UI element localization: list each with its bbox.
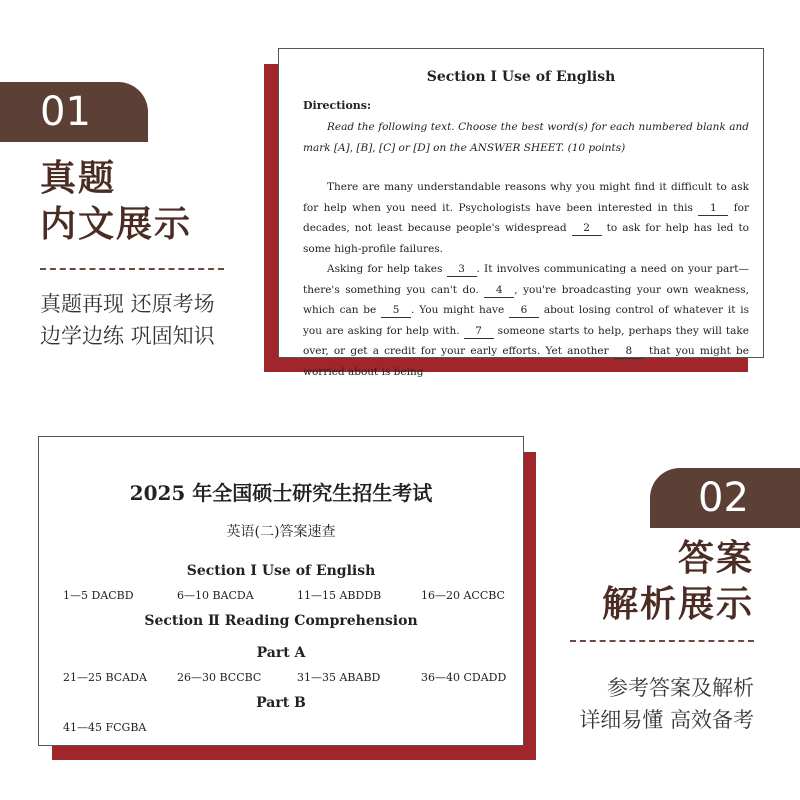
blank-7: 7: [464, 325, 494, 339]
exam-section-title: Section Ⅰ Use of English: [426, 69, 616, 85]
tagline-2: 参考答案及解析 详细易懂 高效备考: [579, 676, 754, 732]
answer-group: 21—25 BCADA: [63, 671, 147, 684]
directions-label: Directions:: [303, 99, 372, 112]
divider: [570, 640, 754, 642]
exam-page-preview: [278, 48, 764, 378]
answer-group: 36—40 CDADD: [421, 671, 507, 684]
answer-part-b-title: Part B: [256, 695, 306, 711]
divider: [40, 268, 224, 270]
blank-6: 6: [509, 304, 539, 318]
answer-section-1-title: Section Ⅰ Use of English: [186, 563, 376, 579]
answer-group: 1—5 DACBD: [63, 589, 134, 602]
blank-8: 8: [614, 345, 644, 359]
section-heading-2: 答案 解析展示: [601, 538, 754, 625]
passage-paragraph-1: There are many understandable reasons why you might find it difficult to ask for help when you need it. Psychologists have been interested in this 1 for decades, not least because people's widespread 2 to ask for help has led to some high-profile failures.: [303, 181, 749, 255]
blank-2: 2: [572, 222, 602, 236]
answer-page-preview: [38, 436, 524, 746]
answer-group: 26—30 BCCBC: [177, 671, 262, 684]
directions-text: Read the following text. Choose the best word(s) for each numbered blank and mark [A], [B], [C] or [D] on the ANSWER SHEET. (10 points): [303, 121, 749, 154]
answer-group: 31—35 ABABD: [297, 671, 381, 684]
tagline-1: 真题再现 还原考场 边学边练 巩固知识: [40, 292, 215, 348]
section-badge-01: 01: [0, 82, 148, 142]
blank-1: 1: [698, 202, 728, 216]
passage-paragraph-2: Asking for help takes 3 . It involves communicating a need on your part—there's something you can't do. 4 , you're broadcasting your own weakness, which can be 5 . You might have 6 about losing control of whatever it is you are asking for help with. 7 someone starts to help, perhaps they will take over, or get a credit for your early efforts. Yet another 8 that you might be worried about is being: [303, 263, 749, 378]
answer-group: 16—20 ACCBC: [421, 589, 505, 602]
section-heading-1: 真题 内文展示: [40, 158, 193, 245]
answer-page-subtitle: 英语(二)答案速查: [226, 524, 336, 540]
answer-group: 11—15 ABDDB: [297, 589, 382, 602]
answer-group: 6—10 BACDA: [177, 589, 254, 602]
answer-group: 41—45 FCGBA: [63, 721, 147, 734]
blank-3: 3: [447, 263, 477, 277]
answer-page-title: 2025 年全国硕士研究生招生考试: [129, 481, 433, 505]
section-badge-02: 02: [650, 468, 800, 528]
answer-section-2-title: Section Ⅱ Reading Comprehension: [144, 613, 418, 629]
blank-4: 4: [484, 284, 514, 298]
answer-part-a-title: Part A: [256, 645, 306, 661]
blank-5: 5: [381, 304, 411, 318]
